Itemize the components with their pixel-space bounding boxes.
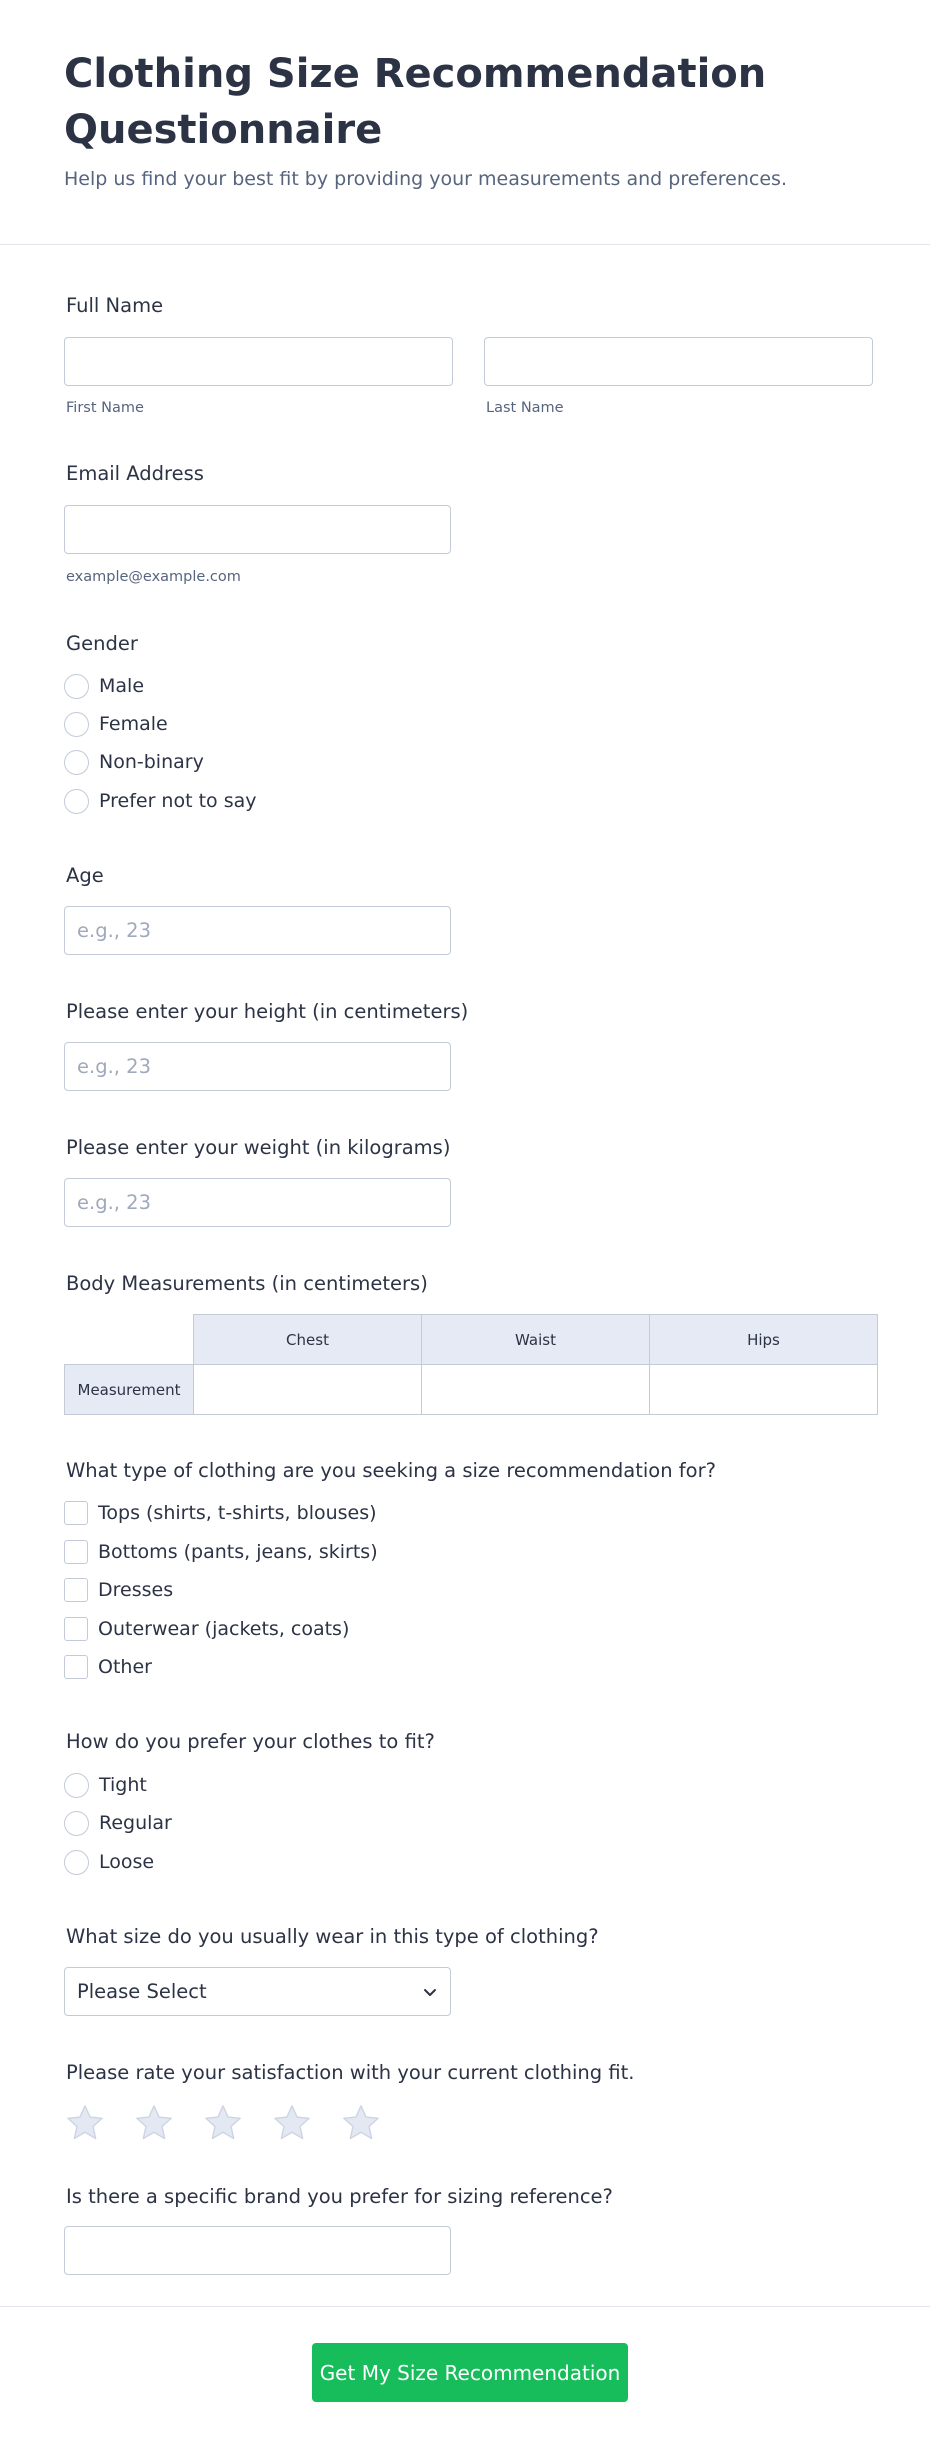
chest-cell[interactable]	[194, 1365, 422, 1415]
star-icon[interactable]	[340, 2102, 382, 2144]
email-sublabel: example@example.com	[66, 569, 241, 585]
gender-option-prefer-not-to-say[interactable]	[64, 788, 257, 814]
clothing-type-label: What type of clothing are you seeking a size recommendation for?	[66, 1459, 716, 1482]
checkbox[interactable]	[64, 1501, 88, 1525]
clothing-option-bottoms[interactable]	[64, 1539, 378, 1565]
gender-option-female[interactable]	[64, 711, 168, 737]
row-header-measurement: Measurement	[65, 1365, 194, 1415]
usual-size-label: What size do you usually wear in this type of clothing?	[66, 1925, 599, 1948]
chevron-down-icon	[422, 1984, 438, 2000]
waist-input[interactable]	[422, 1365, 649, 1414]
option-label: Male	[99, 675, 145, 697]
fit-preference-label: How do you prefer your clothes to fit?	[66, 1730, 435, 1753]
satisfaction-label: Please rate your satisfaction with your current clothing fit.	[66, 2061, 635, 2084]
gender-option-non-binary[interactable]	[64, 749, 204, 775]
star-icon[interactable]	[64, 2102, 106, 2144]
radio-button[interactable]	[64, 789, 89, 814]
radio-button[interactable]	[64, 674, 89, 699]
fit-option-tight[interactable]	[64, 1772, 147, 1798]
full-name-label: Full Name	[66, 294, 164, 317]
weight-label: Please enter your weight (in kilograms)	[66, 1136, 451, 1159]
star-icon[interactable]	[271, 2102, 313, 2144]
fit-option-regular[interactable]	[64, 1810, 172, 1836]
option-label: Bottoms (pants, jeans, skirts)	[98, 1541, 378, 1563]
radio-button[interactable]	[64, 1850, 89, 1875]
height-label: Please enter your height (in centimeters)	[66, 1000, 469, 1023]
select-value: Please Select	[77, 1980, 207, 2003]
option-label: Tight	[99, 1774, 147, 1796]
column-header-chest: Chest	[194, 1315, 422, 1365]
first-name-input[interactable]	[64, 337, 453, 386]
chest-input[interactable]	[194, 1365, 421, 1414]
radio-button[interactable]	[64, 712, 89, 737]
gender-label: Gender	[66, 632, 138, 655]
star-icon[interactable]	[133, 2102, 175, 2144]
hips-input[interactable]	[650, 1365, 877, 1414]
gender-option-male[interactable]	[64, 673, 144, 699]
option-label: Regular	[99, 1812, 172, 1834]
hips-cell[interactable]	[650, 1365, 878, 1415]
option-label: Outerwear (jackets, coats)	[98, 1618, 350, 1640]
clothing-option-other[interactable]	[64, 1654, 152, 1680]
submit-button[interactable]: Get My Size Recommendation	[312, 2343, 628, 2402]
page-subtitle: Help us find your best fit by providing your measurements and preferences.	[64, 168, 787, 190]
checkbox[interactable]	[64, 1617, 88, 1641]
usual-size-select[interactable]	[64, 1967, 451, 2016]
clothing-option-tops[interactable]	[64, 1500, 377, 1526]
weight-input[interactable]	[64, 1178, 451, 1227]
option-label: Loose	[99, 1851, 155, 1873]
option-label: Female	[99, 713, 168, 735]
page-title: Clothing Size Recommendation Questionnaire	[64, 51, 767, 153]
checkbox[interactable]	[64, 1578, 88, 1602]
brand-label: Is there a specific brand you prefer for sizing reference?	[66, 2185, 613, 2208]
age-input[interactable]	[64, 906, 451, 955]
body-measurements-label: Body Measurements (in centimeters)	[66, 1272, 428, 1295]
clothing-option-dresses[interactable]	[64, 1577, 173, 1603]
fit-option-loose[interactable]	[64, 1849, 154, 1875]
form-header	[0, 0, 930, 245]
option-label: Tops (shirts, t-shirts, blouses)	[98, 1502, 377, 1524]
body-measurements-table	[64, 1314, 878, 1415]
matrix-corner	[65, 1315, 194, 1365]
age-label: Age	[66, 864, 104, 887]
checkbox[interactable]	[64, 1540, 88, 1564]
waist-cell[interactable]	[422, 1365, 650, 1415]
email-label: Email Address	[66, 462, 204, 485]
option-label: Other	[98, 1656, 152, 1678]
brand-input[interactable]	[64, 2226, 451, 2275]
radio-button[interactable]	[64, 1773, 89, 1798]
last-name-sublabel: Last Name	[486, 400, 564, 416]
email-input[interactable]	[64, 505, 451, 554]
option-label: Dresses	[98, 1579, 174, 1601]
clothing-option-outerwear[interactable]	[64, 1616, 349, 1642]
star-icon[interactable]	[202, 2102, 244, 2144]
first-name-sublabel: First Name	[66, 400, 144, 416]
column-header-hips: Hips	[650, 1315, 878, 1365]
last-name-input[interactable]	[484, 337, 873, 386]
checkbox[interactable]	[64, 1655, 88, 1679]
star-rating	[64, 2102, 409, 2144]
column-header-waist: Waist	[422, 1315, 650, 1365]
radio-button[interactable]	[64, 1811, 89, 1836]
option-label: Non-binary	[99, 751, 204, 773]
radio-button[interactable]	[64, 750, 89, 775]
option-label: Prefer not to say	[99, 790, 257, 812]
footer-divider	[0, 2306, 930, 2307]
height-input[interactable]	[64, 1042, 451, 1091]
